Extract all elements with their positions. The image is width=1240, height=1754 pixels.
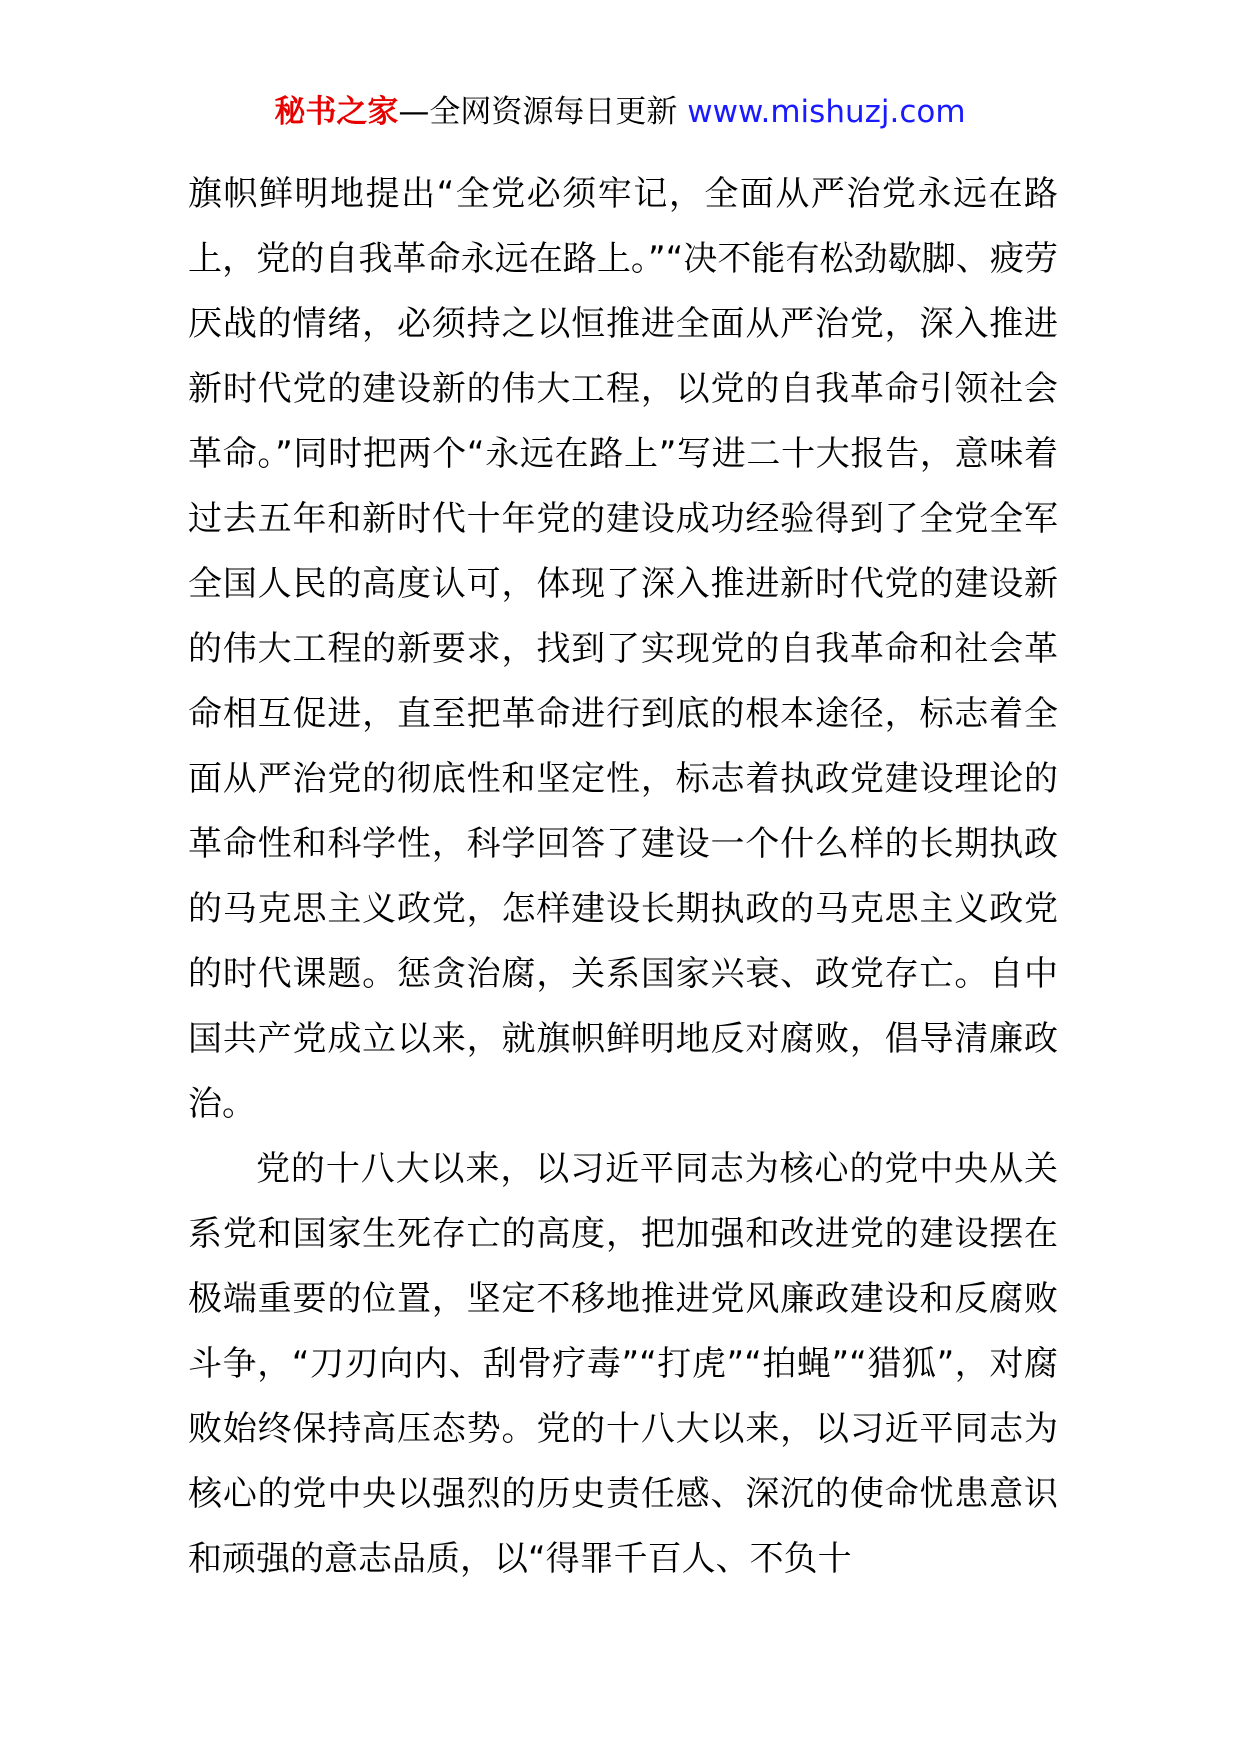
paragraph: 党的十八大以来，以习近平同志为核心的党中央从关系党和国家生死存亡的高度，把加强和改进党的建设摆在极端重要的位置，坚定不移地推进党风廉政建设和反腐败斗争，“刀刃向内、刮骨疗毒”“打虎”“拍蝇”“猎狐”，对腐败始终保持高压态势。党的十八大以来，以习近平同志为核心的党中央以强烈的历史责任感、深沉的使命忧患意识和顽强的意志品质，以“得罪千百人、不负十 bbox=[188, 1149, 1058, 1579]
document-body bbox=[188, 162, 1058, 1592]
paragraph: 旗帜鲜明地提出“全党必须牢记，全面从严治党永远在路上，党的自我革命永远在路上。”“决不能有松劲歇脚、疲劳厌战的情绪，必须持之以恒推进全面从严治党，深入推进新时代党的建设新的伟大工程，以党的自我革命引领社会革命。”同时把两个“永远在路上”写进二十大报告，意味着过去五年和新时代十年党的建设成功经验得到了全党全军全国人民的高度认可，体现了深入推进新时代党的建设新的伟大工程的新要求，找到了实现党的自我革命和社会革命相互促进，直至把革命进行到底的根本途径，标志着全面从严治党的彻底性和坚定性，标志着执政党建设理论的革命性和科学性，科学回答了建设一个什么样的长期执政的马克思主义政党，怎样建设长期执政的马克思主义政党的时代课题。惩贪治腐，关系国家兴衰、政党存亡。自中国共产党成立以来，就旗帜鲜明地反对腐败，倡导清廉政治。 bbox=[188, 174, 1058, 1124]
header-brand: 秘书之家 bbox=[274, 94, 399, 130]
page-header bbox=[0, 92, 1240, 132]
header-url[interactable]: www.mishuzj.com bbox=[687, 94, 966, 130]
header-tagline: —全网资源每日更新 bbox=[398, 94, 688, 130]
